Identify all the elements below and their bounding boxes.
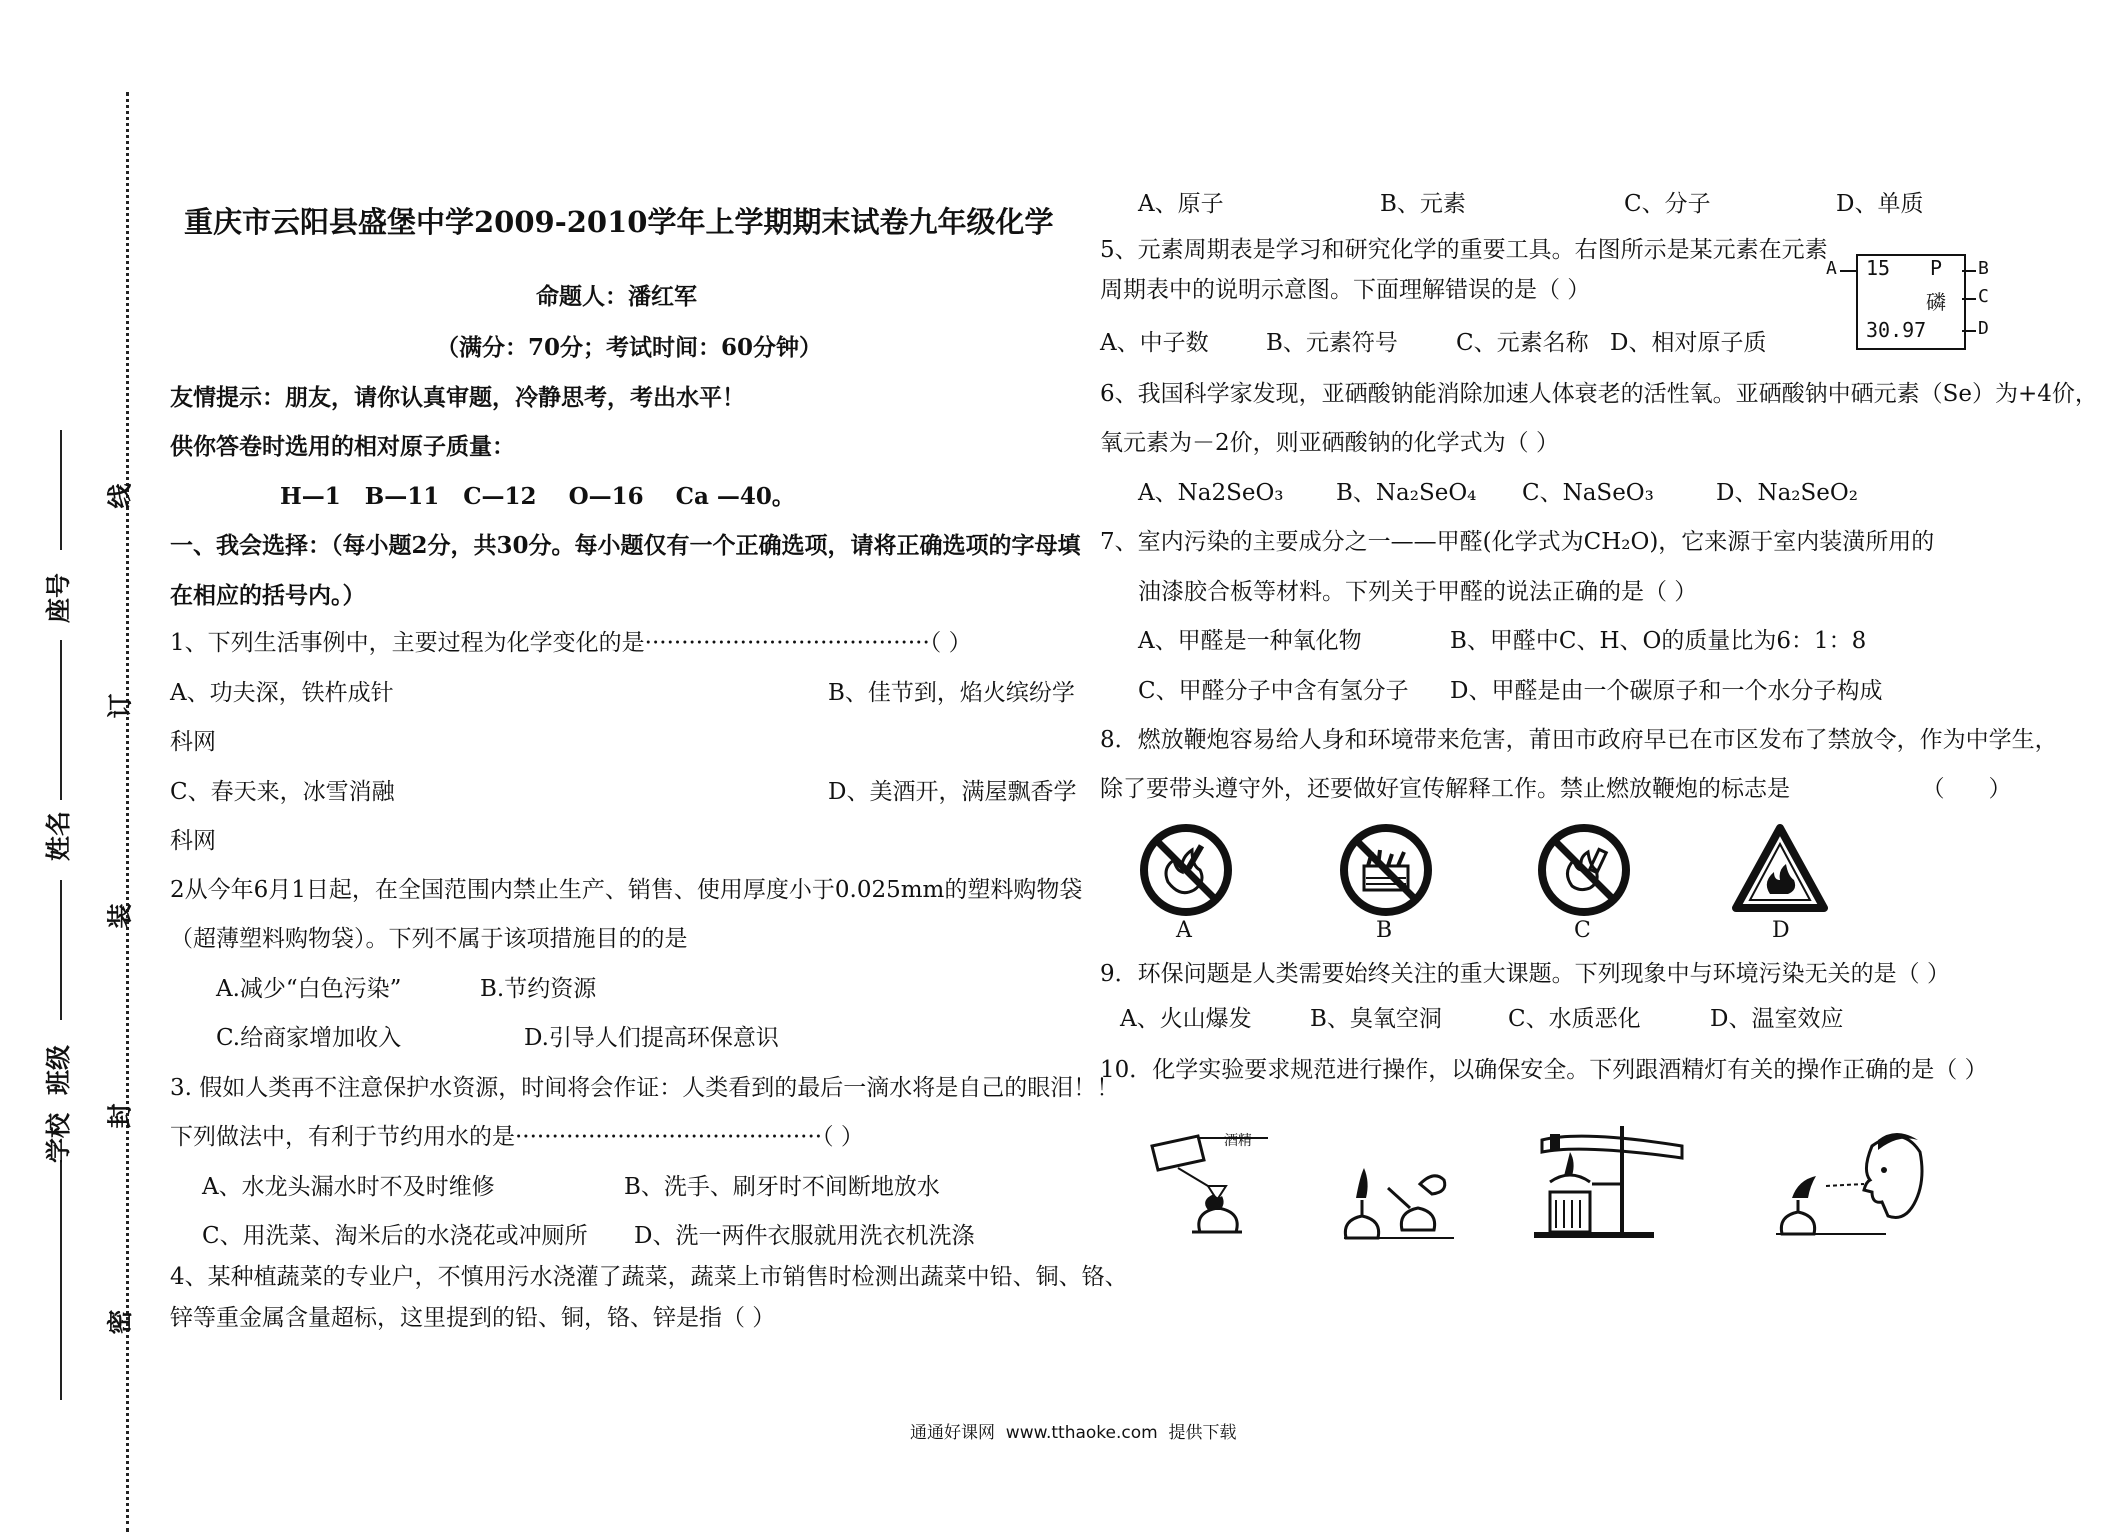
q1-stem: 1、下列生活事例中，主要过程为化学变化的是·······································（ ） bbox=[170, 630, 972, 656]
q6-option-b: B、Na₂SeO₄ bbox=[1336, 480, 1477, 506]
friendly-tip: 友情提示：朋友，请你认真审题，冷静思考，考出水平！ bbox=[170, 384, 745, 411]
exam-info: （满分：70分；考试时间：60分钟） bbox=[436, 334, 823, 361]
sign-a-no-fireworks bbox=[1138, 822, 1234, 918]
q7-option-b: B、甲醛中C、H、O的质量比为6：1：8 bbox=[1450, 628, 1867, 654]
margin-rule bbox=[60, 430, 62, 550]
lamp-figure-a-adding-alcohol bbox=[1148, 1124, 1278, 1234]
cell-label-d: D bbox=[1978, 318, 1989, 339]
q6-stem: 6、我国科学家发现，亚硒酸钠能消除加速人体衰老的活性氧。亚硒酸钠中硒元素（Se）为+4价， bbox=[1100, 381, 2098, 407]
footer-credit: 通通好课网 www.tthaoke.com 提供下载 bbox=[910, 1423, 1237, 1443]
exam-author: 命题人：潘红军 bbox=[536, 283, 697, 310]
q2-stem-cont: （超薄塑料购物袋）。下列不属于该项措施目的的是 bbox=[170, 926, 688, 952]
cell-element-name: 磷 bbox=[1926, 290, 1946, 314]
alcohol-bottle-label: 酒精 bbox=[1224, 1133, 1252, 1149]
q9-option-a: A、火山爆发 bbox=[1120, 1006, 1252, 1032]
q3-option-b: B、洗手、刷牙时不间断地放水 bbox=[624, 1174, 940, 1200]
atomic-masses: H—1 B—11 C—12 O—16 Ca —40。 bbox=[280, 483, 795, 510]
q5-option-d: D、相对原子质 bbox=[1610, 330, 1767, 356]
q9-option-c: C、水质恶化 bbox=[1508, 1006, 1641, 1032]
q1-option-d: D、美酒开，满屋飘香学 bbox=[828, 779, 1077, 805]
lamp-figure-b-lighting-from-lamp bbox=[1340, 1160, 1460, 1240]
cell-pointer-c bbox=[1962, 298, 1976, 300]
cell-symbol: P bbox=[1930, 256, 1943, 280]
q7-option-a: A、甲醛是一种氧化物 bbox=[1138, 628, 1362, 654]
q4-stem: 4、某种植蔬菜的专业户，不慎用污水浇灌了蔬菜，蔬菜上市销售时检测出蔬菜中铅、铜、铬、 bbox=[170, 1264, 1128, 1290]
q6-option-d: D、Na₂SeO₂ bbox=[1716, 480, 1858, 506]
cell-label-c: C bbox=[1978, 286, 1989, 307]
q1-option-a: A、功夫深，铁杵成针 bbox=[170, 680, 394, 706]
q1-option-b: B、佳节到，焰火缤纷学 bbox=[828, 680, 1075, 706]
section1-instruction: 一、我会选择：（每小题2分，共30分。每小题仅有一个正确选项，请将正确选项的字母填 bbox=[170, 532, 1081, 559]
q7-option-d: D、甲醛是由一个碳原子和一个水分子构成 bbox=[1450, 678, 1883, 704]
lamp-figure-c-heating-on-stand bbox=[1530, 1122, 1690, 1238]
margin-field-school: 学校 bbox=[44, 1112, 74, 1164]
periodic-cell-diagram bbox=[1826, 250, 2056, 354]
q3-stem: 3. 假如人类再不注意保护水资源，时间将会作证：人类看到的最后一滴水将是自己的眼泪！！ bbox=[170, 1075, 1120, 1101]
q3-stem-cont: 下列做法中，有利于节约用水的是··········································（ ） bbox=[170, 1124, 864, 1150]
sign-label-b: B bbox=[1376, 918, 1393, 943]
q8-stem: 8．燃放鞭炮容易给人身和环境带来危害，莆田市政府早已在市区发布了禁放令，作为中学生， bbox=[1100, 727, 2058, 753]
exam-title: 重庆市云阳县盛堡中学2009-2010学年上学期期末试卷九年级化学 bbox=[184, 205, 1054, 239]
q8-stem-cont: 除了要带头遵守外，还要做好宣传解释工作。禁止燃放鞭炮的标志是 （ ） bbox=[1100, 776, 2012, 802]
q6-option-c: C、NaSeO₃ bbox=[1522, 480, 1654, 506]
q5-stem-cont: 周期表中的说明示意图。下面理解错误的是（ ） bbox=[1100, 277, 1591, 303]
margin-rule bbox=[60, 640, 62, 800]
q2-option-a: A.减少“白色污染” bbox=[216, 976, 402, 1002]
q6-option-a: A、Na2SeO₃ bbox=[1138, 480, 1284, 506]
sign-label-a: A bbox=[1176, 918, 1192, 943]
q2-option-d: D.引导人们提高环保意识 bbox=[524, 1025, 779, 1051]
q7-stem-cont: 油漆胶合板等材料。下列关于甲醛的说法正确的是（ ） bbox=[1138, 579, 1698, 605]
q5-stem: 5、元素周期表是学习和研究化学的重要工具。右图所示是某元素在元素 bbox=[1100, 237, 1828, 263]
margin-label-mi: 密 bbox=[105, 1309, 135, 1335]
margin-label-zhuang: 装 bbox=[105, 903, 135, 929]
q1-option-b-cont: 科网 bbox=[170, 729, 216, 755]
q7-stem: 7、室内污染的主要成分之一——甲醛(化学式为CH₂O)，它来源于室内装潢所用的 bbox=[1100, 529, 1935, 555]
sign-c-no-open-flame bbox=[1536, 822, 1632, 918]
cell-pointer-b bbox=[1962, 270, 1976, 272]
margin-field-name: 姓名 bbox=[44, 810, 74, 862]
q6-stem-cont: 氧元素为－2价，则亚硒酸钠的化学式为（ ） bbox=[1100, 430, 1559, 456]
q3-option-d: D、洗一两件衣服就用洗衣机洗涤 bbox=[634, 1223, 975, 1249]
q9-option-d: D、温室效应 bbox=[1710, 1006, 1844, 1032]
cell-atomic-mass: 30.97 bbox=[1866, 318, 1927, 342]
q9-stem: 9．环保问题是人类需要始终关注的重大课题。下列现象中与环境污染无关的是（ ） bbox=[1100, 961, 1950, 987]
sign-b-no-firecrackers bbox=[1338, 822, 1434, 918]
q3-option-c: C、用洗菜、淘米后的水浇花或冲厕所 bbox=[202, 1223, 588, 1249]
margin-label-xian: 线 bbox=[105, 483, 135, 509]
margin-label-feng: 封 bbox=[105, 1103, 135, 1129]
margin-rule bbox=[60, 880, 62, 1020]
q2-option-b: B.节约资源 bbox=[480, 976, 597, 1002]
q4-option-b: B、元素 bbox=[1380, 191, 1466, 217]
q9-option-b: B、臭氧空洞 bbox=[1310, 1006, 1442, 1032]
q4-option-c: C、分子 bbox=[1624, 191, 1711, 217]
q10-stem: 10．化学实验要求规范进行操作，以确保安全。下列跟酒精灯有关的操作正确的是（ ） bbox=[1100, 1057, 1988, 1083]
q2-stem: 2从今年6月1日起，在全国范围内禁止生产、销售、使用厚度小于0.025mm的塑料购物袋 bbox=[170, 877, 1083, 903]
q7-option-c: C、甲醛分子中含有氢分子 bbox=[1138, 678, 1409, 704]
sign-label-d: D bbox=[1772, 918, 1790, 943]
cell-label-b: B bbox=[1978, 258, 1989, 279]
q1-option-c: C、春天来，冰雪消融 bbox=[170, 779, 395, 805]
q1-option-d-cont: 科网 bbox=[170, 828, 216, 854]
q4-option-d: D、单质 bbox=[1836, 191, 1924, 217]
margin-label-ding: 订 bbox=[105, 693, 135, 719]
margin-field-seat: 座号 bbox=[44, 572, 74, 624]
q3-option-a: A、水龙头漏水时不及时维修 bbox=[202, 1174, 495, 1200]
cell-pointer-a bbox=[1840, 270, 1856, 272]
cell-label-a: A bbox=[1826, 258, 1837, 279]
q2-option-c: C.给商家增加收入 bbox=[216, 1025, 402, 1051]
q4-stem-cont: 锌等重金属含量超标，这里提到的铅、铜，铬、锌是指（ ） bbox=[170, 1305, 776, 1331]
q5-option-a: A、中子数 bbox=[1100, 330, 1209, 356]
margin-field-class: 班级 bbox=[44, 1044, 74, 1096]
sign-label-c: C bbox=[1574, 918, 1591, 943]
atomic-masses-title: 供你答卷时选用的相对原子质量： bbox=[170, 433, 515, 460]
q5-option-b: B、元素符号 bbox=[1266, 330, 1398, 356]
cell-pointer-d bbox=[1962, 330, 1976, 332]
margin-rule bbox=[60, 1160, 62, 1400]
lamp-figure-d-blowing-out bbox=[1774, 1126, 1924, 1238]
section1-instruction-cont: 在相应的括号内。） bbox=[170, 582, 366, 609]
cell-atomic-number: 15 bbox=[1866, 256, 1891, 280]
sign-d-flammable-warning bbox=[1730, 822, 1830, 914]
q4-option-a: A、原子 bbox=[1138, 191, 1224, 217]
q5-option-c: C、元素名称 bbox=[1456, 330, 1589, 356]
